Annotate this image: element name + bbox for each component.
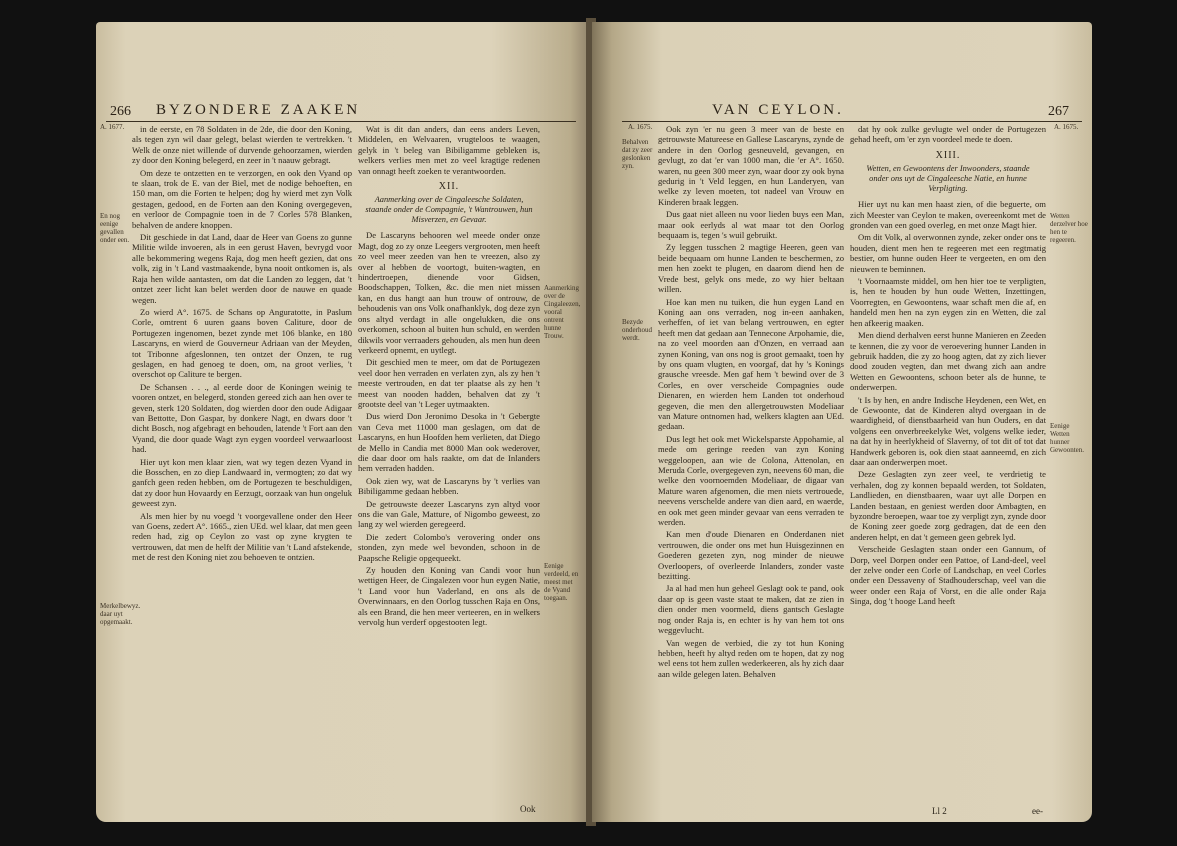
catchword: Ook — [520, 804, 536, 814]
paragraph: 't Voornaamste middel, om hen hier toe te verpligten, is, hen te houden by hun oude Wetten, Inzettingen, Voorregten, en Gewoontens, waar schaft men die af, en handeld men hen na zyn eygen zin en Wetten, die zal hen afkeerig maaken. — [850, 276, 1046, 328]
margin-note: Bezyde onderhoud werdt. — [622, 318, 652, 342]
head-rule — [106, 121, 576, 122]
paragraph: De getrouwste deezer Lascaryns zyn altyd voor ons die van Gale, Matture, of Nigombo geweest, zo lang zy wel wierden geregeerd. — [358, 498, 540, 530]
paragraph: De Lascaryns behooren wel meede onder onze Magt, dog zo zy onze Leegers vergrooten, men heeft zo veel meer zeeden van hen te vreezen, also zy over al hebben de voortogt, buiten-wagten, en hindertroepen, dienende voor Gidsen, Boodschappen, Tolken, &c. die men niet missen kan, en dus hangt aan hun trouw of ontrouw, de behoudenis van ons Volk onafhanklyk, dog deze zyn ons altyd verdagt in alle ongelukken, die ons overkomen, schoon al buiten hun schuld, en werden dikwils voor verraaders gehouden, als men hun deen verkeerd opnemt, en uytlegt. — [358, 230, 540, 355]
paragraph: Hier uyt kon men klaar zien, wat wy tegen dezen Vyand in die Bosschen, en zo diep Landwaard in, vermogten; zo dat wy ganfch geen reden hebben, om de Portugezen te beschuldigen, dat zy door hun Hovaardy en Eerzugt, oorzaak van hun ongeluk geweest zyn. — [132, 456, 352, 509]
catchword: ee- — [1032, 806, 1043, 816]
page-number: 267 — [1048, 104, 1069, 119]
paragraph: Ja al had men hun geheel Geslagt ook te pand, ook daar op is geen vaste staat te maken, dat ze zien in dien onder men voormeld, diens gantsch Geslagte nog onder Raja is, en echter is hy van hem tot ons weggevlucht. — [658, 583, 844, 636]
running-head: VAN CEYLON. — [712, 102, 844, 118]
paragraph: in de eerste, en 78 Soldaten in de 2de, die door den Koning, als tegen zyn wil daar gelegt, belast wierden te vertrekken. 't Welk de onze niet willende of durvende gehoorzamen, wierden zy door den Koning belegerd, en zeer in 't naauw gebragt. — [132, 124, 352, 166]
paragraph: Dus wierd Don Jeronimo Desoka in 't Gebergte van Ceva met 11000 man geslagen, om dat de Lascaryns, en hun Hoofden hem verlieten, dat Diego de Mello in Candia met 8000 Man ook wederover, die daar door om hals raakte, om dat de Inlanders hem verraden hadden. — [358, 411, 540, 474]
year-note: A. 1675. — [1054, 123, 1079, 131]
margin-note: Wetten derzelver hoe hen te regeeren. — [1050, 212, 1088, 244]
right-page — [592, 22, 1092, 822]
paragraph: De Schansen . . ., al eerde door de Koningen weinig te vooren ontzet, en belegerd, stonden gereed zich aan hen over te geven, sterk 120 Soldaten, dog wierden door den oude Adigaar van Bettotte, Don Gaspar, by donkere Nagt, en dwars door 't dicht Bosch, nog afgebragt en behouden, latende 't Fort aan den Vyand, die door quade Wagt zyn eygen voordeel verwaarloost had. — [132, 381, 352, 455]
section-title: Wetten, en Gewoontens der Inwoonders, staande onder ons uyt de Cingaleesche Natie, en hunne Verpligting. — [866, 164, 1030, 194]
column-1 — [658, 124, 844, 804]
signature-mark: Ll 2 — [932, 806, 947, 816]
paragraph: Zy houden den Koning van Candi voor hun wettigen Heer, de Cingalezen voor hun eygen Natie, 't Land voor hun Vaderland, en ons als de Overwinnaars, en den Oorlog tusschen Raja en Ons, als een Brand, die hen meer verteeren, en in welkers vervolg hun verderf opgestooten legt. — [358, 565, 540, 628]
page-number: 266 — [110, 104, 131, 119]
paragraph: Als men hier by nu voegd 't voorgevallene onder den Heer van Goens, zedert A°. 1665., zien UEd. wel klaar, dat men geen reden had, zig op Ceylon zo vast op zyne krygten te vertrouwen, dat men de helft der Militie van 't Land afstekende, met de rest den Koning niet zou behoeven te ontzien. — [132, 510, 352, 563]
paragraph: 't Is by hen, en andre Indische Heydenen, een Wet, en de Gewoonte, dat de Kinderen altyd overgaan in de waardigheid, of dienstbaarheid van hun Ouders, en dat volgens een onverbreekelyke Wet, volgens welke ieder, na dat hy in heerlykheid of Slaverny, of tot dit of tot dat Handwerk geboren is, ook dien staat aanneemd, en zich daar aan onderwerpen moet. — [850, 394, 1046, 467]
paragraph: Wat is dit dan anders, dan eens anders Leven, Middelen, en Welvaaren, vrugteloos te waagen, gelyk in 't beleg van Bibiligamme gebleken is, welkers verlies men met zo veel kragtige redenen van onnagt heeft zoeken te verantwoorden. — [358, 124, 540, 176]
paragraph: Deze Geslagten zyn zeer veel, te verdrietig te verhalen, dog zy konnen bepaald werden, tot Soldaten, Landlieden, en dienstbaaren, waar uyt alle Dorpen en Landen bestaan, en geniest werden door Ambagten, en byzondre beroepen, waar toe zy verpligt zyn, zynde door de Koning zeer goede zorg gedragen, dat de een den anderen helpt, en dat 't gemeen geen gebrek lyd. — [850, 469, 1046, 542]
paragraph: Die zedert Colombo's verovering onder ons stonden, zyn mede wel bevonden, schoon in de Paapsche Religie opgequeekt. — [358, 531, 540, 563]
paragraph: Men diend derhalven eerst hunne Manieren en Zeeden te kennen, die zy voor de veroevering hunner Landen in gebruik hadden, die zy zo hoog agten, dat zy zich liever dood zouden vegten, dan met dwang zich aan andre Wetten en Gewoontens, schoon beter als de hunne, te onderwerpen. — [850, 330, 1046, 393]
paragraph: Om dit Volk, al overwonnen zynde, zeker onder ons te houden, dient men hen te regeeren met een regtmatig bestier, om hunne ouden Heer te vergeeten, en om den nieuwen te beminnen. — [850, 232, 1046, 274]
section-number: XII. — [438, 181, 460, 193]
section-title: Aanmerking over de Cingaleesche Soldaten, staande onder de Compagnie, 't Wantrouwen, hun Misverzen, en Gevaar. — [365, 195, 533, 225]
column-2 — [358, 124, 540, 804]
section-number: XIII. — [935, 149, 961, 161]
left-page — [96, 22, 590, 822]
column-2 — [850, 124, 1046, 804]
paragraph: Verscheide Geslagten staan onder een Gannum, of Dorp, veel Dorpen onder een Pattoe, of Land-deel, veel der zelve onder een Corle of Landschap, en veel Corles onder een Dessaveny of Stadhouderschap, veel van die weer onder een Raja of Vorst, en die alle onder Raja Singa, dog 't hooge Land heeft — [850, 544, 1046, 607]
margin-note: Eenige Wetten hunner Gewoonten. — [1050, 422, 1085, 454]
paragraph: Hier uyt nu kan men haast zien, of die beguerte, om zich Meester van Ceylon te maken, overeenkomt met de gronden van een goed overleg, en met onze Magt hier. — [850, 199, 1046, 231]
paragraph: Dit geschied men te meer, om dat de Portugezen veel door hen verraden en verlaten zyn, als zy hen 't meeste vertrouden, en dat ter plaatse als zy hen 't meest van nooden hadden, behalven dat zy 't grootste deel van 't Leger uytmaakten. — [358, 357, 540, 409]
paragraph: dat hy ook zulke gevlugte wel onder de Portugezen gehad heeft, om 'er zyn voordeel mede te doen. — [850, 124, 1046, 145]
year-note: A. 1675. — [628, 123, 653, 131]
paragraph: Ook zien wy, wat de Lascaryns by 't verlies van Bibiligamme gedaan hebben. — [358, 475, 540, 497]
margin-note: Merkelbewyz. daar uyt opgemaakt. — [100, 602, 141, 626]
margin-note: Eenige verdeeld, en meest met de Vyand toegaan. — [544, 562, 579, 602]
paragraph: Hoe kan men nu tuiken, die hun eygen Land en Koning aan ons verraden, nog in-een aanhaken, verheffen, of iet van belang vertrouwen, en egter heeft men dat gedaan aan Tennecone Arpohamie, die, na zo veel moorden aan d'Onzen, en verraad aan zynen Koning, van ons nog is groot gemaakt, toen hy by ons quam vlugten, en voorgaf, dat hy 's Konings grausche vreesde. Men gaf hem 't bewind over de 3 Corles, en over verscheide Compagnies oude Dienaren, en wierden hem Landen tot onderhoud gegeven, die men den allergetrouwsten Modeliaar van Mature ontnomen had, welkers klagten aan UEd. gedaan. — [658, 296, 844, 432]
running-head: BYZONDERE ZAAKEN — [156, 102, 361, 118]
margin-note: Behalven dat zy zeer geslonken zyn. — [622, 138, 653, 170]
margin-note: Aanmerking over de Cingaleezen, vooral ontrent hunne Trouw. — [544, 284, 581, 340]
paragraph: Om deze te ontzetten en te verzorgen, en ook den Vyand op te slaan, trok de E. van der Biel, met de nodige behoeften, en 150 man, om die Forten te helpen; dog hy wierd met zyn Volk gestagen, gedood, en de Forten aan den Koning overgegeven, en verloor de Compagnie toen in de 7 Corles 578 Blanken, behalven de andere knoppen. — [132, 167, 352, 230]
paragraph: Kan men d'oude Dienaren en Onderdanen niet vertrouwen, die onder ons met hun Huisgezinnen en Goederen gezeten zyn, nog minder de nieuwe Overloopers, of overleerde Inlanders, zonder vaste bezitting. — [658, 529, 844, 582]
paragraph: Van wegen de verbied, die zy tot hun Koning hebben, heeft hy altyd reden om te hopen, dat zy nog wel eens tot hem zullen wederkeeren, als hy zich daar aan wilde gelegen laten. Behalven — [658, 637, 844, 679]
paragraph: Ook zyn 'er nu geen 3 meer van de beste en getrouwste Matureese en Gallese Lascaryns, zynde de andere in den Oorlog gesneuveld, gevangen, en gevlugt, zo dat 'er van 1000 man, die 'er A°. 1650. waren, nu geen 300 meer zyn, waar door zy ook byna gedurig in 't Veld leggen, en hun Landeryen, van welke zy leven moeten, tot nadeel van Vrouw en Kinderen braak leggen. — [658, 124, 844, 207]
paragraph: Dit geschiede in dat Land, daar de Heer van Goens zo gunne Militie wilde invoeren, als in een gerust Haven, bevrygd voor alle bekommering wegens Raja, dog men heeft gezien, dat ons volk, zig in 't Land vastmaakende, byna nooit ontkomen is, als Raja hen wilde aantasten, om dat die Landen zo leggen, dat 't ontzet zeer licht kan belet werden door de nauwe en quade wegen. — [132, 232, 352, 305]
paragraph: Zo wierd A°. 1675. de Schans op Anguratotte, in Paslum Corle, omtrent 6 uuren gaans boven Caliture, door de Portugezen ingenomen, bezet zynde met 106 blanke, en 180 Lascaryns, en wierd de Gouverneur Adriaan van der Meyden, tot Tribonne afgeslonnen, ten ontzet der Onzen, te rug geslagen, en had genoeg te doen, om, na groot verlies, 't overschot op Caliture te bergen. — [132, 306, 352, 380]
year-note: A. 1677. — [100, 123, 125, 131]
column-1 — [132, 124, 352, 804]
paragraph: Zy leggen tusschen 2 magtige Heeren, geen van beide bequaam om hunne Landen te beschermen, zo men hen zoekt te plugen, en daarom diend hen de Vrede best, gelyk ons mede, zo wy hier beltaan willen. — [658, 242, 844, 295]
paragraph: Dus legt het ook met Wickelsparste Appohamie, al mede om geringe reeden van zyn Koning weggeloopen, aan wie de Colona, Attenolan, en Meruda Corle, overgegeven zyn, neevens 60 man, die welke den voornoemden Modeliaar, de digaar van Mature waren afgenomen, die men niets vertrouede, neevens verschelde andere van dien aard, en waerde, en ook met geen minder gevaar van eens verraden te werden. — [658, 433, 844, 528]
margin-note: En nog eenige gevallen onder een. — [100, 212, 130, 244]
head-rule — [622, 121, 1082, 122]
paragraph: Dus gaat niet alleen nu voor lieden buys een Man, maar ook eerlyds al wat maar tot den Oorlog bequaam is, tegen 's wuil gebruikt. — [658, 209, 844, 241]
